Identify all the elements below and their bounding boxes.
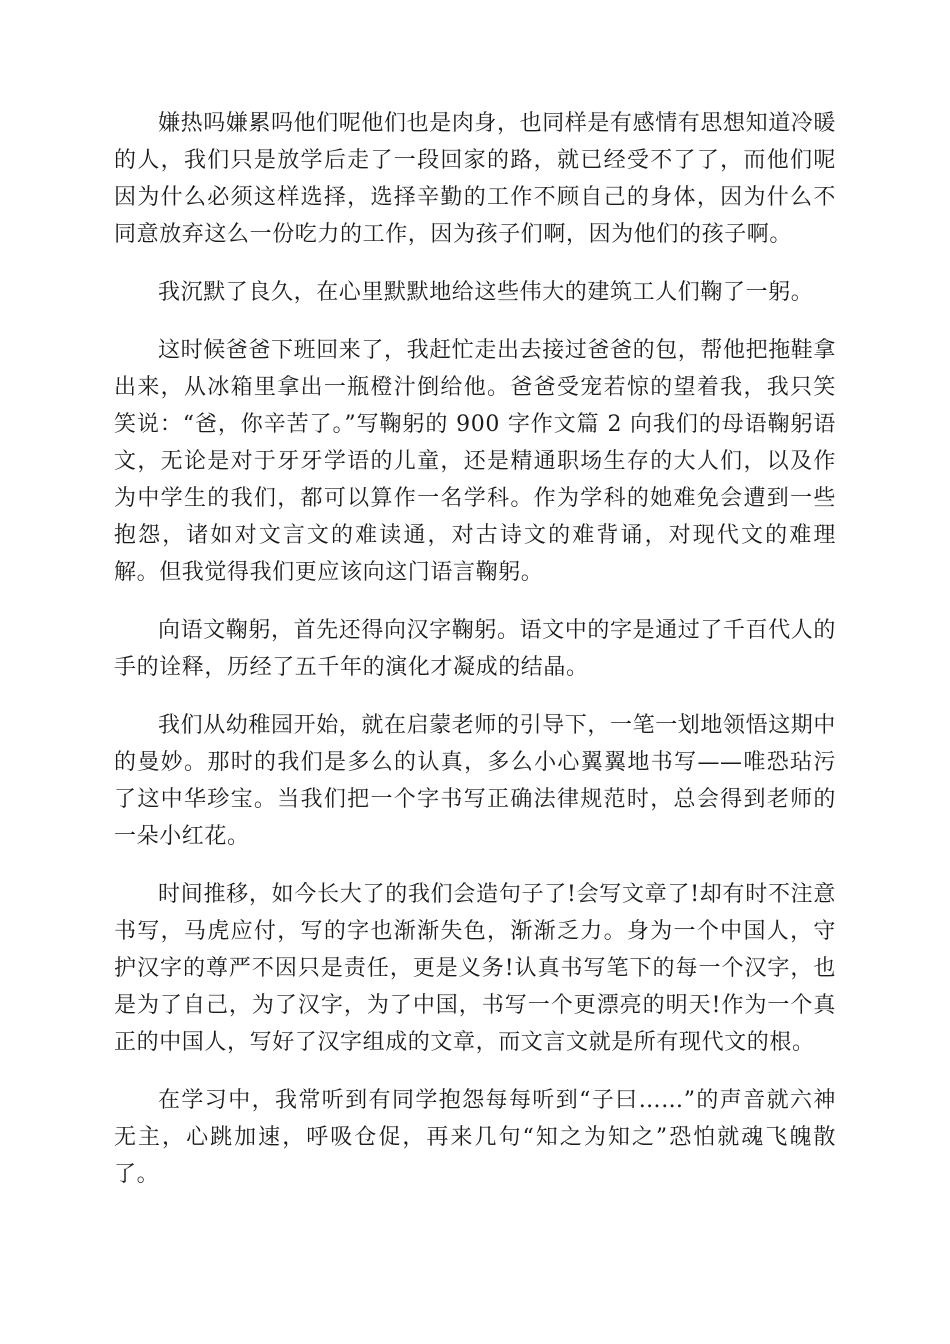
paragraph-1: 嫌热吗嫌累吗他们呢他们也是肉身，也同样是有感情有思想知道冷暖的人，我们只是放学后走了一段回家的路，就已经受不了了，而他们呢因为什么必须这样选择，选择辛勤的工作不顾自己的身体，因为什么不同意放弃这么一份吃力的工作，因为孩子们啊，因为他们的孩子啊。: [114, 111, 837, 247]
paragraph-2: 我沉默了良久，在心里默默地给这些伟大的建筑工人们鞠了一躬。: [158, 280, 814, 305]
document-body: [114, 105, 836, 1214]
paragraph-6: 时间推移，如今长大了的我们会造句子了!会写文章了!却有时不注意书写，马虎应付，写的字也渐渐失色，渐渐乏力。身为一个中国人，守护汉字的尊严不因只是责任，更是义务!认真书写笔下的每一个汉字，也是为了自己，为了汉字，为了中国，书写一个更漂亮的明天!作为一个真正的中国人，写好了汉字组成的文章，而文言文就是所有现代文的根。: [114, 882, 836, 1055]
paragraph-4: 向语文鞠躬，首先还得向汉字鞠躬。语文中的字是通过了千百代人的手的诠释，历经了五千年的演化才凝成的结晶。: [114, 618, 837, 680]
paragraph-5: 我们从幼稚园开始，就在启蒙老师的引导下，一笔一划地领悟这期中的曼妙。那时的我们是多么的认真，多么小心翼翼地书写——唯恐玷污了这中华珍宝。当我们把一个字书写正确法律规范时，总会得到老师的一朵小红花。: [114, 713, 837, 849]
paragraph-3: 这时候爸爸下班回来了，我赶忙走出去接过爸爸的包，帮他把拖鞋拿出来，从冰箱里拿出一瓶橙汁倒给他。爸爸受宠若惊的望着我，我只笑笑说：“爸，你辛苦了。”写鞠躬的 900 字作文篇 2 向我们的母语鞠躬语文，无论是对于牙牙学语的儿童，还是精通职场生存的大人们，以及作为中学生的我们，都可以算作一名学科。作为学科的她难免会遭到一些抱怨，诸如对文言文的难读通，对古诗文的难背诵，对现代文的难理解。但我觉得我们更应该向这门语言鞠躬。: [114, 338, 837, 585]
paragraph-7: 在学习中，我常听到有同学抱怨每每听到“子曰……”的声音就六神无主，心跳加速，呼吸仓促，再来几句“知之为知之”恐怕就魂飞魄散了。: [114, 1088, 836, 1187]
